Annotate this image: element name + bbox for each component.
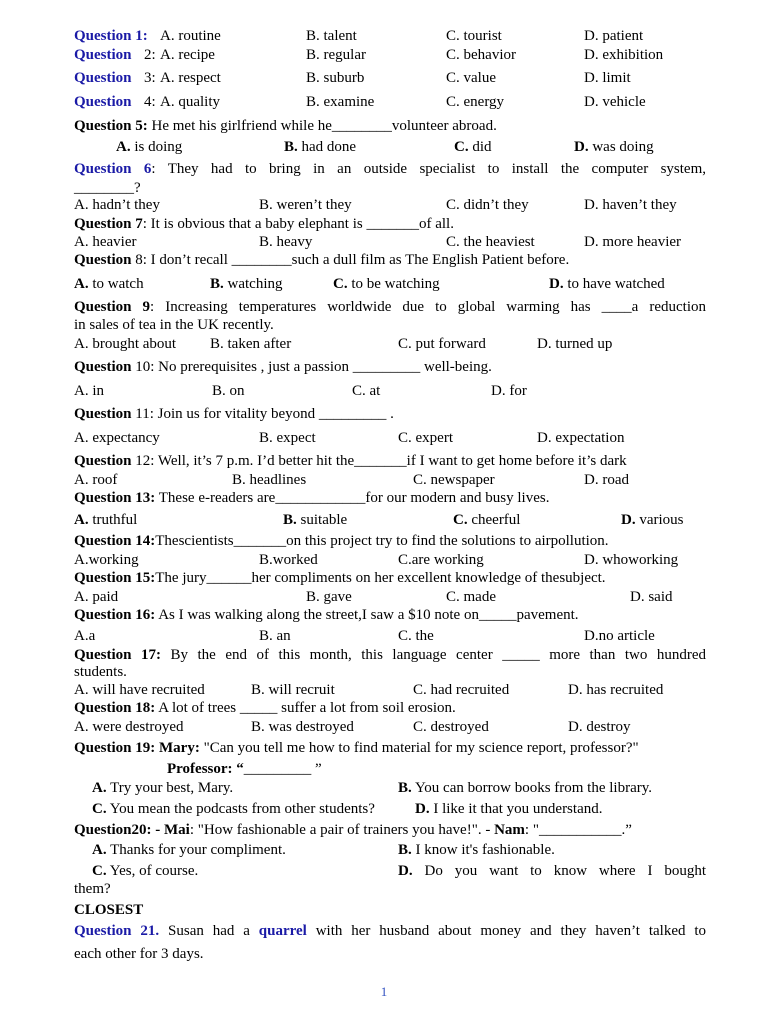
section-heading-closest: CLOSEST [74,902,144,918]
option-d: D. for [491,383,527,399]
question-label: Question 9 [74,299,151,315]
option-d: D. destroy [568,719,631,735]
option-b: B. gave [306,589,352,605]
question-label: Question 21. [74,923,160,939]
option-c: C. newspaper [413,472,495,488]
option-d: D. has recruited [568,682,664,698]
option-a: A. to watch [74,276,144,292]
option-d: D. expectation [537,430,625,446]
speaker-nam: Nam [494,822,525,838]
question-18 [74,700,706,717]
option-b: B. heavy [259,234,313,250]
question-20: Question20: - Mai: "How fashionable a pair of trainers you have!". - Nam: "___________.” [74,822,632,838]
question-15 [74,570,706,587]
option-c: C. the heaviest [446,234,535,250]
option-b: B. regular [306,47,366,63]
speaker-professor: Professor: “ [167,761,244,777]
option-d: D. limit [584,70,631,86]
option-a: A. Thanks for your compliment. [92,842,286,858]
question-5 [74,118,706,135]
option-b: B. suitable [283,512,348,528]
question-text: : They had to bring in an outside specialist to install the computer system, [151,161,706,177]
option-c: C. Yes, of course. [92,863,199,879]
question-text: 8: I don’t recall ________such a dull film as The English Patient before. [135,252,570,268]
option-c: C. had recruited [413,682,510,698]
option-c: C. cheerful [453,512,521,528]
option-a: A. brought about [74,336,177,352]
question-text: He met his girlfriend while he________volunteer abroad. [151,118,497,134]
question-1 [74,28,706,45]
question-19 [74,740,706,757]
option-a: A. respect [160,70,221,86]
option-a: A. paid [74,589,119,605]
question-4 [74,94,706,111]
question-label: Question 6 [74,161,152,177]
question-12 [74,453,706,470]
option-b: B. an [259,628,291,644]
option-b: B. was destroyed [251,719,354,735]
option-b: B. had done [284,139,357,155]
option-d: D. vehicle [584,94,646,110]
question-label: Question [74,453,132,469]
option-d: D. patient [584,28,644,44]
option-b: B. talent [306,28,357,44]
option-b: B. on [212,383,245,399]
question-text: These e-readers are____________for our modern and busy lives. [158,490,550,506]
option-d: D. exhibition [584,47,664,63]
option-d: D. said [630,589,673,605]
option-a: A.a [74,628,96,644]
question-6-cont: ________? [74,180,141,196]
option-a: A. is doing [116,139,183,155]
question-label: Question [74,252,132,268]
question-21: Question 21. Susan had a quarrel with her husband about money and they haven’t talked to [74,923,707,939]
option-d: D. was doing [574,139,654,155]
answer-blank: _________ ” [243,761,322,777]
question-label: Question 16: [74,607,156,623]
option-b: B. examine [306,94,375,110]
question-label: Question [74,70,132,86]
question-label: Question [74,94,132,110]
question-text: 12: Well, it’s 7 p.m. I’d better hit the_______if I want to get home before it’s dark [135,453,627,469]
option-a: A. hadn’t they [74,197,160,213]
option-a: A. heavier [74,234,137,250]
option-a: A. recipe [160,47,215,63]
option-c: C. put forward [398,336,486,352]
question-label: Question 18: [74,700,156,716]
question-label: Question 13: [74,490,156,506]
option-c: C. the [398,628,434,644]
option-d: D. I like it that you understand. [415,801,603,817]
option-a: A. Try your best, Mary. [92,780,234,796]
question-17 [74,647,706,664]
question-label: Question 14: [74,533,156,549]
speaker-mary: Mary: [159,740,200,756]
question-text: 11: Join us for vitality beyond _________ . [135,406,394,422]
question-label: Question 15: [74,570,156,586]
question-text: By the end of this month, this language center _____ more than two hundred [170,647,706,663]
question-label: Question 5: [74,118,148,134]
question-6 [74,161,706,178]
question-13 [74,490,706,507]
question-10 [74,359,706,376]
option-d: D. various [621,512,684,528]
option-c: C. to be watching [333,276,440,292]
option-c: C. at [352,383,381,399]
question-label: Question [74,406,132,422]
option-d: D. haven’t they [584,197,677,213]
option-b: B. headlines [232,472,307,488]
option-c: C. didn’t they [446,197,529,213]
question-text: As I was walking along the street,I saw a $10 note on_____pavement. [158,607,579,623]
option-a: A. roof [74,472,118,488]
option-c: C. tourist [446,28,502,44]
option-b: B. taken after [210,336,292,352]
question-label: Question 1: [74,28,148,44]
question-number: 3: [144,70,156,86]
option-c: C. did [454,139,492,155]
question-number: 4: [144,94,156,110]
option-b: B. weren’t they [259,197,352,213]
question-text: : Increasing temperatures worldwide due to global warming has ____a reduction [150,299,707,315]
question-text: : "How fashionable a pair of trainers you have!". - [189,822,495,838]
question-text: The jury______her compliments on her excellent knowledge of thesubject. [155,570,606,586]
option-a: A.working [74,552,139,568]
question-9 [74,299,706,316]
option-c: C. behavior [446,47,516,63]
question-label: Question [74,359,132,375]
question-label: Question 7 [74,216,143,232]
option-d: D. more heavier [584,234,682,250]
option-c: C. made [446,589,496,605]
option-d: D. turned up [537,336,613,352]
question-text: Thescientists_______on this project try to find the solutions to airpollution. [155,533,609,549]
option-b: B. You can borrow books from the library. [398,780,653,796]
option-d: D. road [584,472,629,488]
question-text: A lot of trees _____ suffer a lot from soil erosion. [158,700,456,716]
question-2 [74,47,706,64]
question-text: 10: No prerequisites , just a passion _________ well-being. [135,359,492,375]
question-17-cont: students. [74,664,127,680]
option-d: D. to have watched [549,276,665,292]
option-b: B.worked [259,552,318,568]
option-c: C. You mean the podcasts from other students? [92,801,375,817]
question-number: 2: [144,47,156,63]
option-d: D.no article [584,628,655,644]
option-a: A. were destroyed [74,719,184,735]
question-label: Question 19: [74,740,156,756]
option-c: C. value [446,70,496,86]
question-text: : It is obvious that a baby elephant is _______of all. [142,216,454,232]
speaker-mai: Mai [164,822,190,838]
option-c: C. destroyed [413,719,489,735]
question-21-cont: each other for 3 days. [74,946,204,962]
option-d: D. whoworking [584,552,679,568]
option-a: A. in [74,383,104,399]
option-a: A. will have recruited [74,682,205,698]
question-7 [74,216,706,233]
option-d: D. Do you want to know where I bought [398,863,707,879]
question-16 [74,607,706,624]
option-a: A. expectancy [74,430,160,446]
page-number: 1 [380,984,388,999]
option-b: B. expect [259,430,316,446]
question-14 [74,533,706,550]
question-8 [74,252,706,269]
option-a: A. quality [160,94,220,110]
option-b: B. I know it's fashionable. [398,842,555,858]
option-b: B. suburb [306,70,365,86]
option-b: B. watching [210,276,283,292]
question-label: Question 17: [74,647,162,663]
option-b: B. will recruit [251,682,335,698]
question-label: Question [74,47,132,63]
option-a: A. truthful [74,512,138,528]
option-c: C.are working [398,552,484,568]
question-3 [74,70,706,87]
option-c: C. energy [446,94,505,110]
option-c: C. expert [398,430,453,446]
question-text: "Can you tell me how to find material for my science report, professor?" [203,740,639,756]
target-word: quarrel [258,923,307,939]
question-20-cont: them? [74,881,111,897]
question-9-cont: in sales of tea in the UK recently. [74,317,274,333]
option-a: A. routine [160,28,221,44]
question-label: Question20: [74,822,152,838]
question-11 [74,406,706,423]
